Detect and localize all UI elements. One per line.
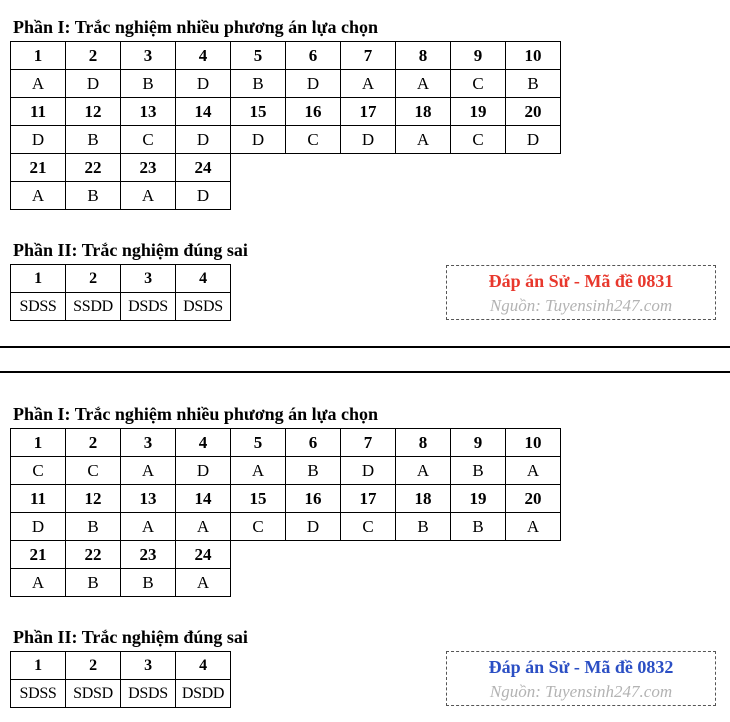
answer-cell: C — [231, 513, 286, 541]
answer-cell: B — [66, 569, 121, 597]
empty-cell — [451, 541, 506, 569]
question-number: 22 — [66, 154, 121, 182]
question-number: 8 — [396, 42, 451, 70]
question-number: 7 — [341, 429, 396, 457]
empty-cell — [506, 182, 561, 210]
answer-cell: A — [121, 182, 176, 210]
empty-cell — [396, 154, 451, 182]
section-divider — [0, 346, 730, 348]
question-number: 2 — [66, 42, 121, 70]
question-number: 2 — [66, 429, 121, 457]
answer-cell: B — [451, 457, 506, 485]
question-number: 3 — [121, 652, 176, 680]
question-number: 6 — [286, 429, 341, 457]
answer-cell: B — [231, 70, 286, 98]
exam-code-label: Đáp án Sử - Mã đề 0831 — [488, 271, 674, 291]
empty-cell — [341, 182, 396, 210]
answer-cell: C — [66, 457, 121, 485]
answer-cell: A — [231, 457, 286, 485]
question-number: 1 — [11, 265, 66, 293]
question-number: 13 — [121, 485, 176, 513]
answer-cell: D — [286, 70, 341, 98]
question-number: 1 — [11, 429, 66, 457]
answer-cell: D — [11, 126, 66, 154]
answer-cell: B — [66, 126, 121, 154]
answer-cell: C — [451, 126, 506, 154]
source-watermark: Nguồn: Tuyensinh247.com — [489, 682, 673, 701]
question-number: 4 — [176, 42, 231, 70]
question-number: 16 — [286, 98, 341, 126]
question-number: 5 — [231, 42, 286, 70]
answer-cell: A — [506, 457, 561, 485]
question-number: 1 — [11, 652, 66, 680]
answer-cell: D — [176, 70, 231, 98]
answer-cell: B — [396, 513, 451, 541]
empty-cell — [451, 182, 506, 210]
answer-cell: A — [396, 457, 451, 485]
empty-cell — [506, 569, 561, 597]
answer-cell: C — [286, 126, 341, 154]
answer-cell: SDSS — [11, 293, 66, 321]
empty-cell — [451, 569, 506, 597]
empty-cell — [286, 154, 341, 182]
question-number: 18 — [396, 485, 451, 513]
question-number: 24 — [176, 154, 231, 182]
answer-cell: B — [121, 569, 176, 597]
question-number: 4 — [176, 265, 231, 293]
answer-cell: B — [451, 513, 506, 541]
question-number: 20 — [506, 485, 561, 513]
answer-cell: A — [396, 126, 451, 154]
question-number: 16 — [286, 485, 341, 513]
answer-cell: D — [506, 126, 561, 154]
answer-cell: D — [11, 513, 66, 541]
answer-cell: B — [121, 70, 176, 98]
exam-code-label: Đáp án Sử - Mã đề 0832 — [488, 657, 674, 677]
empty-cell — [286, 541, 341, 569]
answer-cell: D — [176, 182, 231, 210]
source-watermark: Nguồn: Tuyensinh247.com — [489, 296, 673, 315]
answer-cell: DSDS — [121, 680, 176, 708]
answer-cell: B — [506, 70, 561, 98]
question-number: 23 — [121, 154, 176, 182]
question-number: 1 — [11, 42, 66, 70]
empty-cell — [451, 154, 506, 182]
part1-title-0832: Phần I: Trắc nghiệm nhiều phương án lựa chọn — [13, 404, 378, 424]
answer-cell: D — [176, 457, 231, 485]
question-number: 3 — [121, 429, 176, 457]
question-number: 12 — [66, 485, 121, 513]
empty-cell — [506, 541, 561, 569]
empty-cell — [231, 541, 286, 569]
answer-cell: C — [121, 126, 176, 154]
empty-cell — [341, 154, 396, 182]
answer-cell: C — [451, 70, 506, 98]
answer-cell: D — [341, 126, 396, 154]
answer-cell: B — [66, 182, 121, 210]
question-number: 14 — [176, 98, 231, 126]
answer-cell: DSDS — [121, 293, 176, 321]
question-number: 11 — [11, 485, 66, 513]
question-number: 3 — [121, 265, 176, 293]
question-number: 24 — [176, 541, 231, 569]
answer-cell: D — [66, 70, 121, 98]
question-number: 13 — [121, 98, 176, 126]
question-number: 19 — [451, 98, 506, 126]
part2-title-0831: Phần II: Trắc nghiệm đúng sai — [13, 240, 248, 260]
question-number: 15 — [231, 98, 286, 126]
question-number: 17 — [341, 485, 396, 513]
question-number: 9 — [451, 42, 506, 70]
part2-title-0832: Phần II: Trắc nghiệm đúng sai — [13, 627, 248, 647]
exam-code-badge-0831 — [446, 265, 716, 320]
question-number: 4 — [176, 652, 231, 680]
question-number: 9 — [451, 429, 506, 457]
question-number: 15 — [231, 485, 286, 513]
answer-cell: DSDS — [176, 293, 231, 321]
empty-cell — [341, 569, 396, 597]
question-number: 22 — [66, 541, 121, 569]
question-number: 21 — [11, 154, 66, 182]
answer-cell: SDSS — [11, 680, 66, 708]
answer-cell: D — [176, 126, 231, 154]
answer-cell: A — [121, 457, 176, 485]
answer-cell: A — [11, 182, 66, 210]
empty-cell — [396, 541, 451, 569]
question-number: 7 — [341, 42, 396, 70]
question-number: 6 — [286, 42, 341, 70]
part1-title-0831: Phần I: Trắc nghiệm nhiều phương án lựa chọn — [13, 17, 378, 37]
answer-cell: A — [341, 70, 396, 98]
empty-cell — [286, 182, 341, 210]
answer-cell: SSDD — [66, 293, 121, 321]
question-number: 23 — [121, 541, 176, 569]
answer-cell: A — [506, 513, 561, 541]
answer-cell: DSDD — [176, 680, 231, 708]
answer-cell: A — [176, 569, 231, 597]
question-number: 17 — [341, 98, 396, 126]
question-number: 18 — [396, 98, 451, 126]
answer-cell: SDSD — [66, 680, 121, 708]
question-number: 3 — [121, 42, 176, 70]
empty-cell — [396, 569, 451, 597]
question-number: 19 — [451, 485, 506, 513]
answer-cell: C — [11, 457, 66, 485]
answer-cell: A — [121, 513, 176, 541]
empty-cell — [231, 569, 286, 597]
question-number: 2 — [66, 652, 121, 680]
question-number: 14 — [176, 485, 231, 513]
true-false-table-0831 — [10, 264, 231, 321]
question-number: 8 — [396, 429, 451, 457]
true-false-table-0832 — [10, 651, 231, 708]
answer-cell: B — [286, 457, 341, 485]
question-number: 10 — [506, 429, 561, 457]
answer-cell: A — [176, 513, 231, 541]
answer-cell: C — [341, 513, 396, 541]
empty-cell — [231, 154, 286, 182]
exam-code-badge-0832 — [446, 651, 716, 706]
empty-cell — [231, 182, 286, 210]
mcq-answer-table-0832 — [10, 428, 561, 597]
empty-cell — [506, 154, 561, 182]
question-number: 21 — [11, 541, 66, 569]
answer-cell: A — [11, 569, 66, 597]
section-divider — [0, 371, 730, 373]
mcq-answer-table-0831 — [10, 41, 561, 210]
question-number: 10 — [506, 42, 561, 70]
answer-cell: A — [11, 70, 66, 98]
question-number: 20 — [506, 98, 561, 126]
empty-cell — [341, 541, 396, 569]
answer-cell: B — [66, 513, 121, 541]
empty-cell — [396, 182, 451, 210]
answer-cell: D — [231, 126, 286, 154]
question-number: 12 — [66, 98, 121, 126]
answer-cell: D — [341, 457, 396, 485]
answer-cell: D — [286, 513, 341, 541]
empty-cell — [286, 569, 341, 597]
question-number: 4 — [176, 429, 231, 457]
question-number: 11 — [11, 98, 66, 126]
question-number: 2 — [66, 265, 121, 293]
question-number: 5 — [231, 429, 286, 457]
answer-cell: A — [396, 70, 451, 98]
